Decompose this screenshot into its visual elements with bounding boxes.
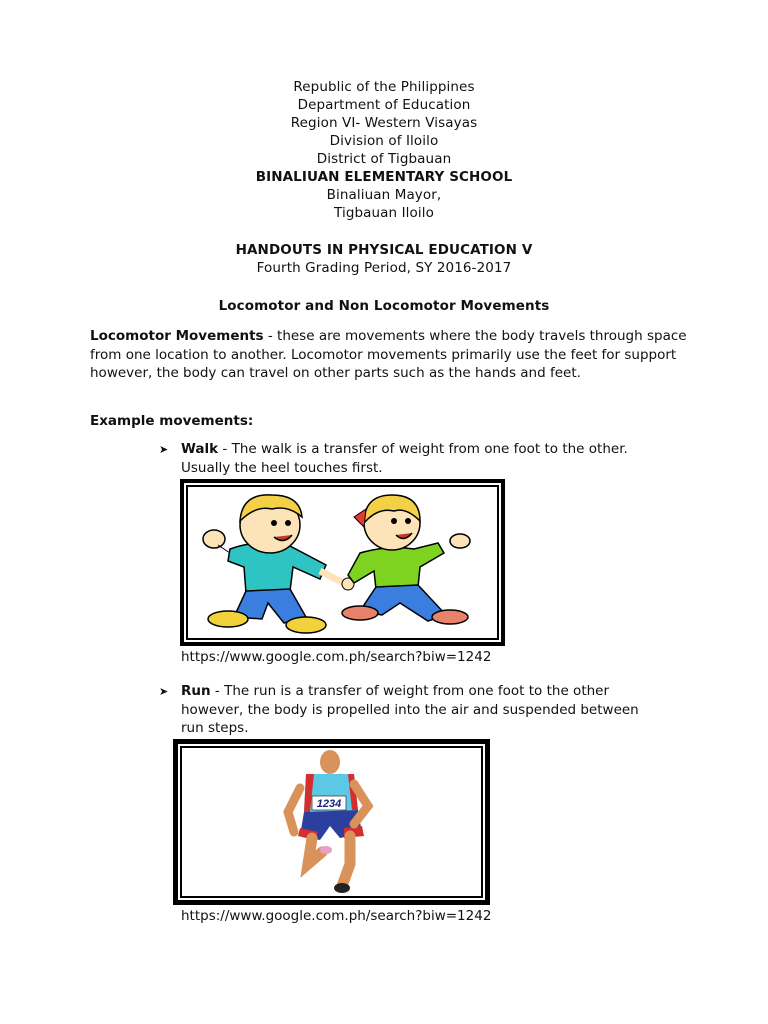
walk-image-frame	[180, 479, 505, 646]
letterhead-country: Republic of the Philippines	[293, 79, 475, 95]
letterhead-school: BINALIUAN ELEMENTARY SCHOOL	[255, 169, 513, 185]
letterhead-address-1: Binaliuan Mayor,	[326, 187, 442, 203]
example-run-term: Run	[181, 683, 211, 699]
example-walk-term: Walk	[181, 441, 219, 457]
letterhead-address-2: Tigbauan Iloilo	[334, 205, 434, 221]
boy-figure-icon	[203, 495, 354, 633]
example-run-text: - The run is a transfer of weight from one foot to the other however, the body is propelled into the air and suspended between run steps.	[181, 683, 639, 736]
example-walk	[181, 440, 661, 477]
handout-title: HANDOUTS IN PHYSICAL EDUCATION V	[235, 242, 533, 258]
definition-paragraph	[90, 327, 690, 383]
example-walk-text: - The walk is a transfer of weight from one foot to the other. Usually the heel touches first.	[181, 441, 628, 476]
examples-heading	[90, 412, 690, 431]
topic-title-text: Locomotor and Non Locomotor Movements	[218, 298, 550, 314]
letterhead-division: Division of Iloilo	[329, 133, 439, 149]
example-run	[181, 682, 661, 738]
examples-heading-text: Example movements:	[90, 413, 254, 429]
letterhead	[0, 78, 768, 222]
arrow-bullet-icon: ➤	[159, 685, 169, 698]
walking-kids-illustration-icon	[188, 487, 497, 638]
topic-title	[0, 297, 768, 315]
run-image-source: https://www.google.com.ph/search?biw=1242	[181, 908, 492, 924]
definition-text: - these are movements where the body travels through space from one location to another. Locomotor movements primarily use the feet for support however, the body can travel on other parts such as the hands and feet.	[90, 328, 687, 381]
handout-heading	[0, 241, 768, 277]
walk-image-source: https://www.google.com.ph/search?biw=1242	[181, 649, 492, 665]
arrow-bullet-icon: ➤	[159, 443, 169, 456]
handout-period: Fourth Grading Period, SY 2016-2017	[256, 260, 512, 276]
runner-illustration-icon	[182, 748, 481, 896]
letterhead-region: Region VI- Western Visayas	[290, 115, 478, 131]
runner-figure-icon	[288, 750, 368, 893]
definition-term: Locomotor Movements	[90, 328, 264, 344]
bib-number: 1234	[316, 798, 342, 810]
girl-figure-icon	[342, 495, 470, 624]
letterhead-district: District of Tigbauan	[316, 151, 452, 167]
letterhead-department: Department of Education	[297, 97, 471, 113]
run-image-frame	[173, 739, 490, 905]
